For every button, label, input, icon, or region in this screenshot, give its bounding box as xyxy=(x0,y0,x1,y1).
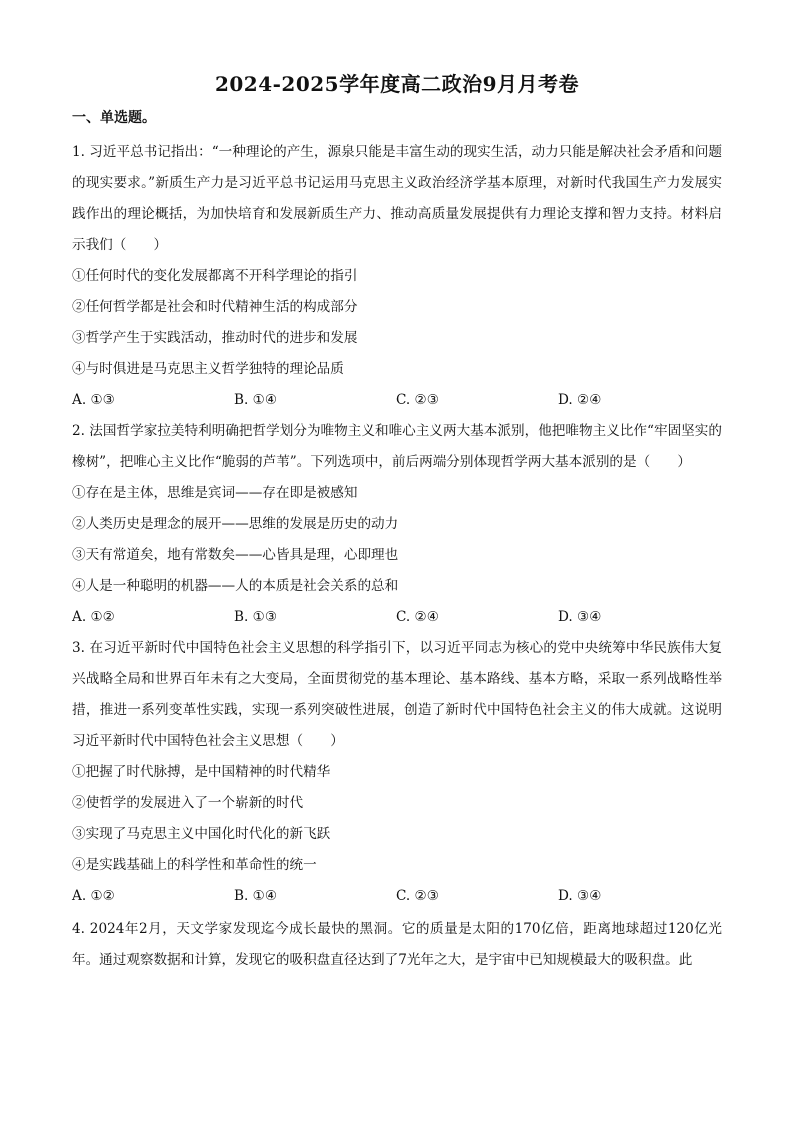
statement: ②任何哲学都是社会和时代精神生活的构成部分 xyxy=(72,299,358,315)
page-title: 2024-2025学年度高二政治9月月考卷 xyxy=(214,72,580,96)
statement: ④人是一种聪明的机器——人的本质是社会关系的总和 xyxy=(72,578,399,594)
question-3 xyxy=(72,633,722,912)
question-list xyxy=(72,137,722,976)
question-1 xyxy=(72,137,722,416)
question-stem: 2. 法国哲学家拉美特利明确把哲学划分为唯物主义和唯心主义两大基本派别，他把唯物主义比作“牢固坚实的橡树”，把唯心主义比作“脆弱的芦苇”。下列选项中，前后两端分别体现哲学两大基本派别的是（ ） xyxy=(72,423,722,470)
answer-options xyxy=(72,881,722,912)
statement: ①存在是主体，思维是宾词——存在即是被感知 xyxy=(72,485,358,501)
statement: ①把握了时代脉搏，是中国精神的时代精华 xyxy=(72,764,331,780)
statement: ③哲学产生于实践活动，推动时代的进步和发展 xyxy=(72,330,358,346)
question-stem: 3. 在习近平新时代中国特色社会主义思想的科学指引下，以习近平同志为核心的党中央统筹中华民族伟大复兴战略全局和世界百年未有之大变局，全面贯彻党的基本理论、基本路线、基本方略，采取一系列战略性举措，推进一系列变革性实践，实现一系列突破性进展，创造了新时代中国特色社会主义的伟大成就。这说明习近平新时代中国特色社会主义思想（ ） xyxy=(72,640,722,749)
option-d: D. ③④ xyxy=(558,609,602,625)
option-a: A. ①② xyxy=(72,609,115,625)
statement: ③天有常道矣，地有常数矣——心皆具是理，心即理也 xyxy=(72,547,399,563)
option-a: A. ①② xyxy=(72,888,115,904)
statement: ①任何时代的变化发展都离不开科学理论的指引 xyxy=(72,268,358,284)
statement: ③实现了马克思主义中国化时代化的新飞跃 xyxy=(72,826,331,842)
option-c: C. ②④ xyxy=(396,609,439,625)
option-d: D. ②④ xyxy=(558,392,602,408)
option-a: A. ①③ xyxy=(72,392,115,408)
option-b: B. ①③ xyxy=(234,609,278,625)
statement: ④是实践基础上的科学性和革命性的统一 xyxy=(72,857,317,873)
section-heading: 一、单选题。 xyxy=(72,110,156,126)
question-4 xyxy=(72,914,722,976)
statement: ④与时俱进是马克思主义哲学独特的理论品质 xyxy=(72,361,344,377)
option-b: B. ①④ xyxy=(234,888,278,904)
question-stem: 1. 习近平总书记指出：“一种理论的产生，源泉只能是丰富生动的现实生活，动力只能是解决社会矛盾和问题的现实要求。”新质生产力是习近平总书记运用马克思主义政治经济学基本原理，对新时代我国生产力发展实践作出的理论概括，为加快培育和发展新质生产力、推动高质量发展提供有力理论支撑和智力支持。材料启示我们（ ） xyxy=(72,144,722,253)
option-d: D. ③④ xyxy=(558,888,602,904)
answer-options xyxy=(72,602,722,633)
statement: ②人类历史是理念的展开——思维的发展是历史的动力 xyxy=(72,516,399,532)
question-2 xyxy=(72,416,722,633)
option-c: C. ②③ xyxy=(396,392,439,408)
question-stem: 4. 2024年2月，天文学家发现迄今成长最快的黑洞。它的质量是太阳的170亿倍，距离地球超过120亿光年。通过观察数据和计算，发现它的吸积盘直径达到了7光年之大，是宇宙中已知规模最大的吸积盘。此 xyxy=(72,921,722,968)
option-c: C. ②③ xyxy=(396,888,439,904)
answer-options xyxy=(72,385,722,416)
option-b: B. ①④ xyxy=(234,392,278,408)
statement: ②使哲学的发展进入了一个崭新的时代 xyxy=(72,795,304,811)
